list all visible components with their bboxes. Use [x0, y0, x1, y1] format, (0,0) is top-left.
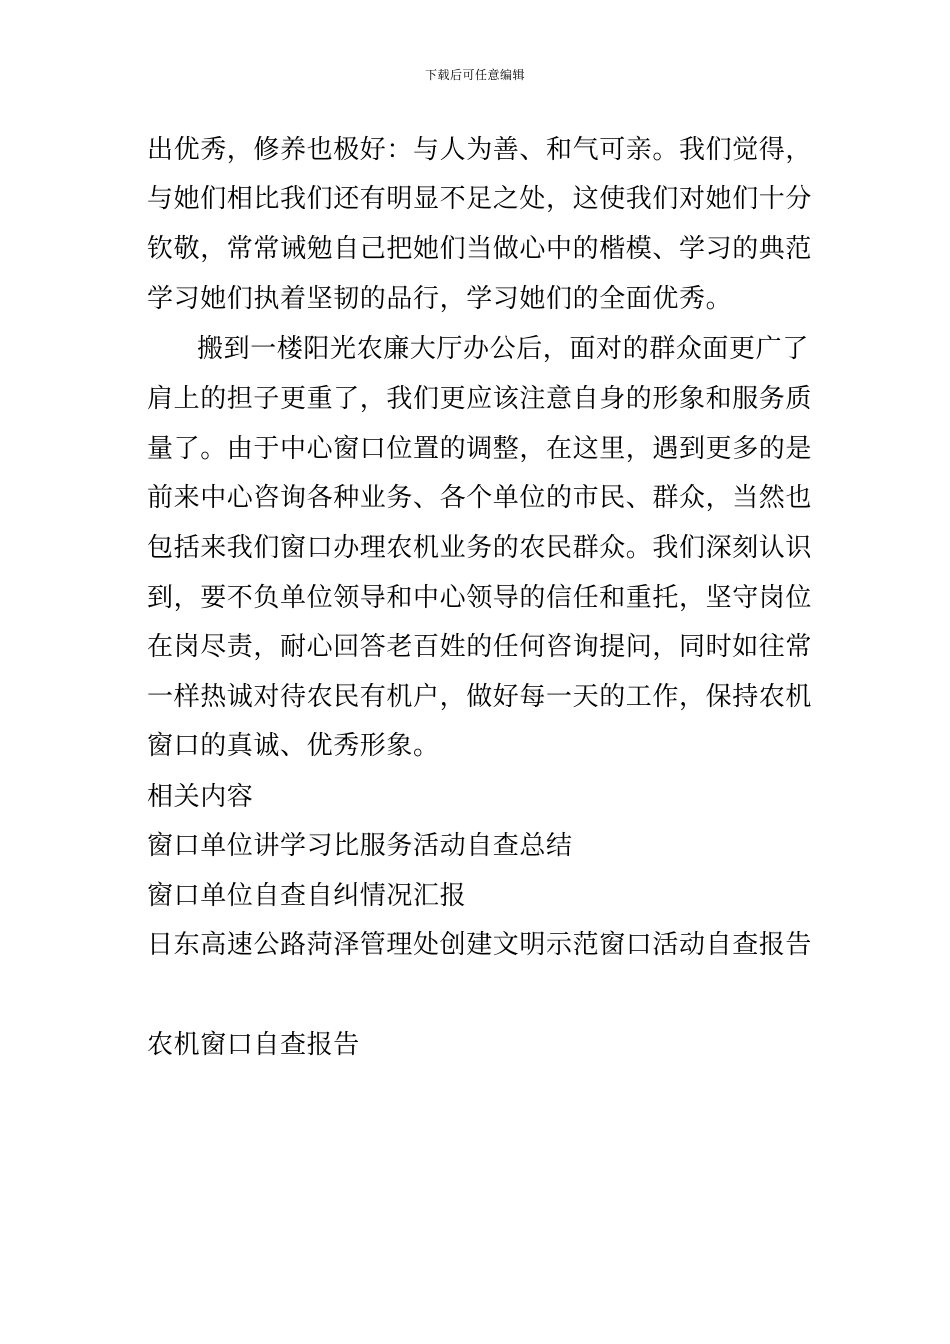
- paragraph-line: 出优秀，修养也极好：与人为善、和气可亲。我们觉得，: [147, 135, 813, 165]
- paragraph-line: 与她们相比我们还有明显不足之处，这使我们对她们十分: [147, 184, 813, 214]
- document-title: 农机窗口自查报告: [147, 1030, 360, 1060]
- paragraph-line: 窗口的真诚、优秀形象。: [147, 731, 440, 761]
- paragraph-line: 搬到一楼阳光农廉大厅办公后，面对的群众面更广了: [197, 334, 809, 364]
- related-link-1[interactable]: 窗口单位讲学习比服务活动自查总结: [147, 831, 573, 861]
- paragraph-line: 在岗尽责，耐心回答老百姓的任何咨询提问，同时如往常: [147, 632, 813, 662]
- paragraph-line: 量了。由于中心窗口位置的调整，在这里，遇到更多的是: [147, 434, 813, 464]
- related-link-2[interactable]: 窗口单位自查自纠情况汇报: [147, 881, 467, 911]
- paragraph-line: 一样热诚对待农民有机户，做好每一天的工作，保持农机: [147, 682, 813, 712]
- paragraph-line: 前来中心咨询各种业务、各个单位的市民、群众，当然也: [147, 483, 813, 513]
- paragraph-line: 肩上的担子更重了，我们更应该注意自身的形象和服务质: [147, 384, 813, 414]
- paragraph-line: 到，要不负单位领导和中心领导的信任和重托，坚守岗位: [147, 583, 813, 613]
- paragraph-line: 学习她们执着坚韧的品行，学习她们的全面优秀。: [147, 284, 733, 314]
- paragraph-line: 包括来我们窗口办理农机业务的农民群众。我们深刻认识: [147, 533, 813, 563]
- page-header: 下载后可任意编辑: [424, 68, 525, 82]
- paragraph-line: 钦敬，常常诫勉自己把她们当做心中的楷模、学习的典范: [147, 234, 813, 264]
- related-link-3[interactable]: 日东高速公路菏泽管理处创建文明示范窗口活动自查报告: [147, 930, 813, 960]
- related-heading: 相关内容: [147, 782, 254, 812]
